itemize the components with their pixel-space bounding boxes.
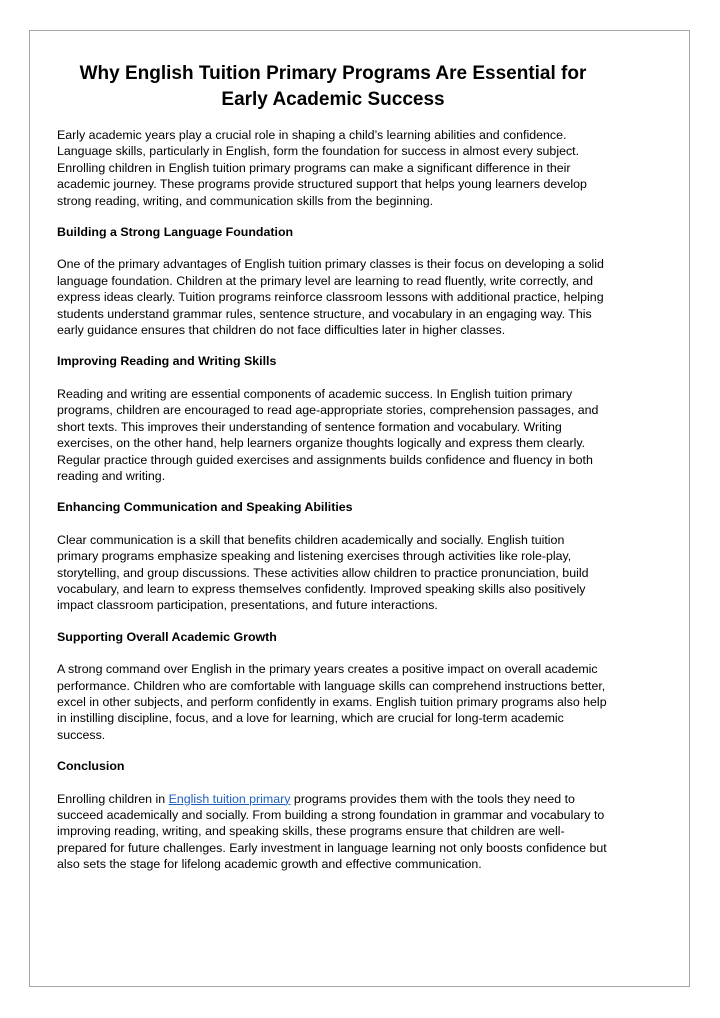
english-tuition-primary-link[interactable]: English tuition primary	[168, 791, 291, 806]
section-heading: Enhancing Communication and Speaking Abilities	[57, 500, 353, 515]
conclusion-text-after-link: programs provides them with the tools they need to succeed academically and socially. From building a strong foundation in grammar and vocabulary to improving reading, writing, and speaking skills, these programs ensure that children are well-prepared for future challenges. Early investment in language learning not only boosts confidence but also sets the stage for lifelong academic growth and effective communication.	[57, 791, 607, 872]
conclusion-body	[57, 791, 609, 873]
document-title: Why English Tuition Primary Programs Are Essential for Early Academic Success	[79, 63, 587, 110]
section-body: One of the primary advantages of English tuition primary classes is their focus on developing a solid language foundation. Children at the primary level are learning to read fluently, write correctly, and express ideas clearly. Tuition programs reinforce classroom lessons with additional practice, helping students understand grammar rules, sentence structure, and vocabulary in an engaging way. This early guidance ensures that children do not face difficulties later in higher classes.	[57, 257, 604, 338]
section-body: Reading and writing are essential components of academic success. In English tuition primary programs, children are encouraged to read age-appropriate stories, comprehension passages, and short texts. This improves their understanding of sentence formation and vocabulary. Writing exercises, on the other hand, help learners organize thoughts logically and express them clearly. Regular practice through guided exercises and assignments builds confidence and fluency in both reading and writing.	[57, 386, 599, 483]
section-body: Clear communication is a skill that benefits children academically and socially. English tuition primary programs emphasize speaking and listening exercises through activities like role-play, storytelling, and group discussions. These activities allow children to practice pronunciation, build vocabulary, and learn to express themselves confidently. Improved speaking skills also positively impact classroom participation, presentations, and future interactions.	[57, 532, 589, 613]
conclusion-heading: Conclusion	[57, 759, 125, 774]
section-heading: Improving Reading and Writing Skills	[57, 354, 277, 369]
section-heading: Building a Strong Language Foundation	[57, 225, 294, 240]
document-content	[57, 61, 609, 873]
section-heading: Supporting Overall Academic Growth	[57, 629, 277, 644]
intro-paragraph: Early academic years play a crucial role in shaping a child’s learning abilities and confidence. Language skills, particularly in English, form the foundation for success in almost every subject. Enrolling children in English tuition primary programs can make a significant difference in their academic journey. These programs provide structured support that helps young learners develop strong reading, writing, and communication skills from the beginning.	[57, 128, 587, 208]
conclusion-text-before-link: Enrolling children in	[57, 791, 169, 806]
section-body: A strong command over English in the primary years creates a positive impact on overall academic performance. Children who are comfortable with language skills can comprehend instructions better, excel in other subjects, and perform confidently in exams. English tuition primary programs also help in instilling discipline, focus, and a love for learning, which are crucial for long-term academic success.	[57, 662, 607, 742]
